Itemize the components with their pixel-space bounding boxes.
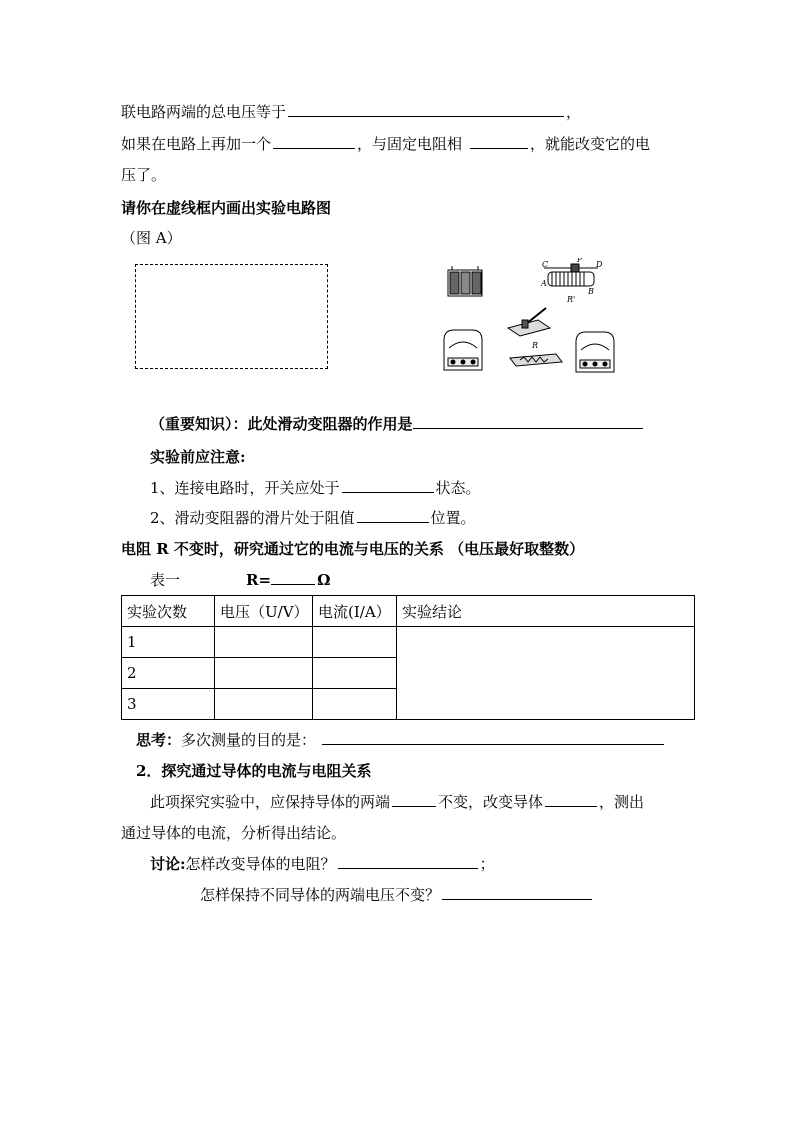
label-r: R [532,341,539,350]
blank-rheostat-role[interactable] [413,414,643,429]
header-trial: 实验次数 [122,596,215,627]
figure-label: （图 A） [121,229,182,247]
text-line-3: 压了。 [121,166,167,184]
text-line-2 [121,134,650,154]
para-1-part-c: ，测出 [599,793,645,811]
voltmeter-icon [576,332,614,372]
note-item-1-text: 1、连接电路时，开关应处于 [150,479,340,497]
current-cell[interactable] [313,627,397,658]
discussion-q1-text: 怎样改变导体的电阻？ [185,855,336,873]
para-1-part-a: 此项探究实验中，应保持导体的两端 [150,793,391,811]
line-2-part-c: ，就能改变它的电 [530,135,651,153]
blank-total-voltage[interactable] [288,102,564,117]
blank-change-resistance[interactable] [338,854,478,869]
line-1-text: 联电路两端的总电压等于 [121,103,287,121]
r-unit: Ω [317,571,331,589]
knowledge-line [150,414,645,434]
discussion-q2 [200,885,594,905]
label-r-prime: R' [567,295,576,304]
knowledge-label: （重要知识）：此处滑动变阻器的作用是 [150,415,413,433]
current-cell[interactable] [313,689,397,720]
discussion-q2-text: 怎样保持不同导体的两端电压不变？ [200,886,441,904]
discussion-q1-end: ； [479,855,495,873]
study-2-para-1 [150,792,644,812]
conclusion-cell[interactable] [397,627,695,720]
voltage-cell[interactable] [215,689,313,720]
line-2-part-b: ，与固定电阻相 [357,135,463,153]
note-item-2-text: 2、滑动变阻器的滑片处于阻值 [150,509,355,527]
label-d: D [596,260,603,269]
note-item-2 [150,508,476,528]
apparatus-figure [438,258,618,378]
header-conclusion: 实验结论 [397,596,695,627]
blank-keep-constant[interactable] [392,792,436,807]
blank-component[interactable] [273,134,355,149]
circuit-drawing-box[interactable] [135,264,328,369]
table-header-row [122,596,695,627]
discussion-q1 [150,854,495,874]
trial-number: 1 [122,627,215,658]
note-item-2-end: 位置。 [430,509,476,527]
table-row [122,627,695,658]
trial-number: 2 [122,658,215,689]
blank-change-quantity[interactable] [545,792,597,807]
draw-prompt: 请你在虚线框内画出实验电路图 [121,199,332,217]
label-c: C [542,260,549,269]
think-label: 思考： [136,731,182,749]
blank-connection[interactable] [470,134,528,149]
rheostat-icon [544,264,598,286]
resistor-icon [510,354,562,366]
study-2-heading: 2．探究通过导体的电流与电阻关系 [136,762,372,780]
header-voltage: 电压（U/V） [215,596,313,627]
table-caption [150,570,330,590]
study-2-para-2: 通过导体的电流，分析得出结论。 [121,824,347,842]
note-title: 实验前应注意: [150,448,246,466]
text-line-1 [121,102,581,122]
line-1-end: ， [566,103,582,121]
blank-slider-position[interactable] [357,508,429,523]
study-1-heading: 电阻 R 不变时，研究通过它的电流与电压的关系 （电压最好取整数） [121,540,585,558]
note-item-1 [150,478,481,498]
line-2-part-a: 如果在电路上再加一个 [121,135,272,153]
voltage-cell[interactable] [215,627,313,658]
think-text: 多次测量的目的是： [181,731,317,749]
discussion-label: 讨论: [150,855,186,873]
data-table-1 [121,595,695,720]
think-line [136,730,666,750]
blank-r-value[interactable] [271,570,315,585]
switch-icon [508,308,550,336]
label-b: B [588,287,594,296]
trial-number: 3 [122,689,215,720]
battery-icon [448,266,482,296]
voltage-cell[interactable] [215,658,313,689]
header-current: 电流(I/A） [313,596,397,627]
blank-switch-state[interactable] [342,478,434,493]
current-cell[interactable] [313,658,397,689]
r-label: R= [246,571,272,589]
note-item-1-end: 状态。 [435,479,481,497]
table-label: 表一 [150,571,181,589]
label-a: A [541,279,547,288]
ammeter-icon [444,330,482,370]
blank-measure-purpose[interactable] [322,730,664,745]
blank-keep-voltage[interactable] [442,885,592,900]
label-p: P [577,258,583,264]
para-1-part-b: 不变，改变导体 [438,793,544,811]
